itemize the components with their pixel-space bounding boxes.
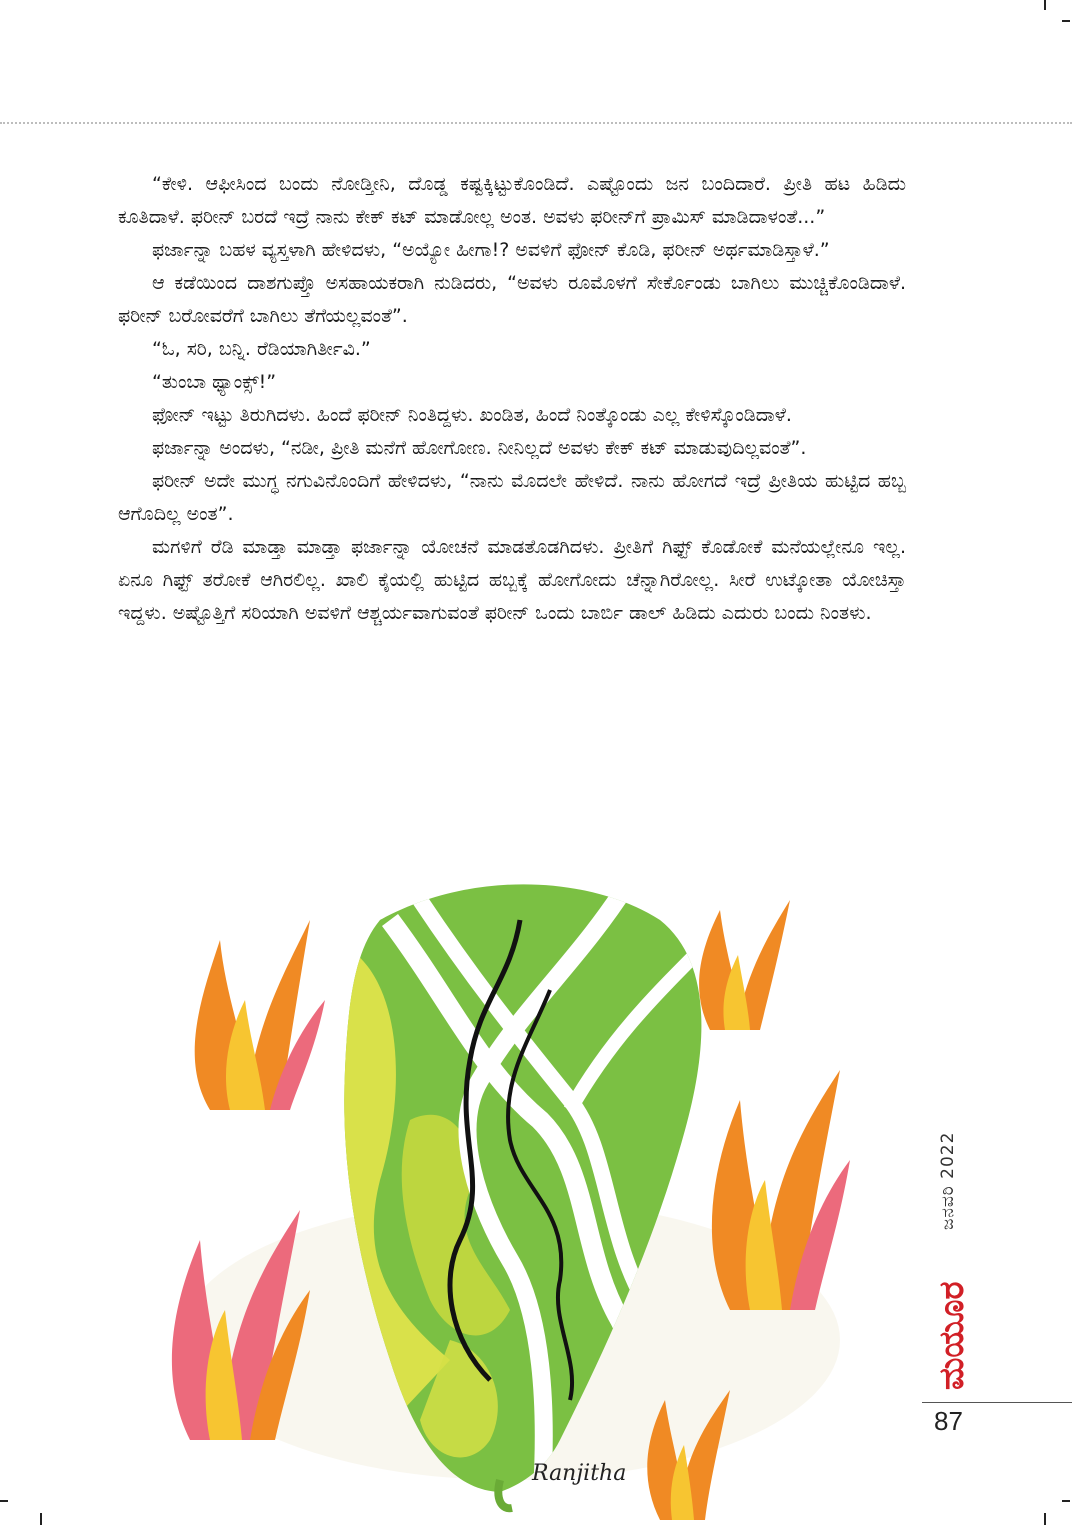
magazine-logo: ಮಯೂರ — [932, 1281, 972, 1390]
crop-mark-top — [1044, 0, 1046, 10]
issue-date: ಜನವರಿ 2022 — [938, 1131, 958, 1230]
paragraph: “ಕೇಳಿ. ಆಫೀಸಿಂದ ಬಂದು ನೋಡ್ತೀನಿ, ದೊಡ್ಡ ಕಷ್ಟಕ್ಕಿಟ್ಟುಕೊಂಡಿದೆ. ಎಷ್ಟೊಂದು ಜನ ಬಂದಿದಾರೆ. ಪ್ರೀತಿ ಹಟ ಹಿಡಿದು ಕೂತಿದಾಳೆ. ಫರೀನ್ ಬರದೆ ಇದ್ರೆ ನಾನು ಕೇಕ್ ಕಟ್ ಮಾಡೋಲ್ಲ ಅಂತ. ಅವಳು ಫರೀನ್‌ಗೆ ಪ್ರಾಮಿಸ್ ಮಾಡಿದಾಳಂತೆ...” — [118, 173, 906, 228]
paragraph: “ತುಂಬಾ ಥ್ಯಾಂಕ್ಸ್!” — [152, 371, 277, 393]
illustration — [150, 880, 910, 1520]
article-body — [118, 168, 906, 630]
crop-mark-top-right — [1062, 20, 1070, 22]
paragraph: ಫೋನ್ ಇಟ್ಟು ತಿರುಗಿದಳು. ಹಿಂದೆ ಫರೀನ್ ನಿಂತಿದ್ದಳು. ಖಂಡಿತ, ಹಿಂದೆ ನಿಂತ್ಕೊಂಡು ಎಲ್ಲ ಕೇಳಿಸ್ಕೊಂಡಿದಾಳೆ. — [152, 404, 792, 426]
artist-signature: Ranjitha — [532, 1461, 627, 1486]
page-number-rule — [922, 1402, 1072, 1403]
paragraph: “ಓ, ಸರಿ, ಬನ್ನಿ. ರೆಡಿಯಾಗಿರ್ತೀವಿ.” — [152, 338, 371, 360]
paragraph: ಫರೀನ್ ಅದೇ ಮುಗ್ಧ ನಗುವಿನೊಂದಿಗೆ ಹೇಳಿದಳು, “ನಾನು ಮೊದಲೇ ಹೇಳಿದೆ. ನಾನು ಹೋಗದೆ ಇದ್ರೆ ಪ್ರೀತಿಯ ಹುಟ್ಟಿದ ಹಬ್ಬ ಆಗೊದಿಲ್ಲ ಅಂತ”. — [118, 470, 906, 525]
crop-mark-bottom-left — [0, 1500, 8, 1502]
paragraph: ಮಗಳಿಗೆ ರೆಡಿ ಮಾಡ್ತಾ ಮಾಡ್ತಾ ಫರ್ಜಾನ್ನಾ ಯೋಚನೆ ಮಾಡತೊಡಗಿದಳು. ಪ್ರೀತಿಗೆ ಗಿಫ್ಟ್ ಕೊಡೋಕೆ ಮನೆಯಲ್ಲೇನೂ ಇಲ್ಲ. ಏನೂ ಗಿಫ್ಟ್ ತರೋಕೆ ಆಗಿರಲಿಲ್ಲ. ಖಾಲಿ ಕೈಯಲ್ಲಿ ಹುಟ್ಟಿದ ಹಬ್ಬಕ್ಕೆ ಹೋಗೋದು ಚೆನ್ನಾಗಿರೋಲ್ಲ. ಸೀರೆ ಉಟ್ಕೋತಾ ಯೋಚಿಸ್ತಾ ಇದ್ದಳು. ಅಷ್ಟೊತ್ತಿಗೆ ಸರಿಯಾಗಿ ಅವಳಿಗೆ ಆಶ್ಚರ್ಯವಾಗುವಂತೆ ಫರೀನ್ ಒಂದು ಬಾರ್ಬಿ ಡಾಲ್ ಹಿಡಿದು ಎದುರು ಬಂದು ನಿಂತಳು. — [118, 536, 906, 624]
crop-mark-bottom — [40, 1513, 42, 1525]
magazine-sidebar — [926, 1100, 986, 1400]
flame-right — [712, 1070, 850, 1310]
page-number: 87 — [934, 1406, 963, 1436]
header-divider — [0, 122, 1072, 124]
paragraph: ಫರ್ಜಾನ್ನಾ ಬಹಳ ವ್ಯಸ್ತಳಾಗಿ ಹೇಳಿದಳು, “ಅಯ್ಯೋ ಹೀಗಾ!? ಅವಳಿಗೆ ಫೋನ್ ಕೊಡಿ, ಫರೀನ್ ಅರ್ಥಮಾಡಿಸ್ತಾಳೆ.” — [152, 239, 830, 261]
flame-top-left — [195, 920, 325, 1110]
paragraph: ಆ ಕಡೆಯಿಂದ ದಾಶಗುಪ್ತೊ ಅಸಹಾಯಕರಾಗಿ ನುಡಿದರು, “ಅವಳು ರೂಮೊಳಗೆ ಸೇರ್ಕೊಂಡು ಬಾಗಿಲು ಮುಚ್ಚಿಕೊಂಡಿದಾಳೆ. ಫರೀನ್ ಬರೋವರೆಗೆ ಬಾಗಿಲು ತೆಗೆಯಲ್ಲವಂತೆ”. — [118, 272, 906, 327]
crop-mark-bottom-right — [1062, 1500, 1070, 1502]
crop-mark-bottom-right-v — [1044, 1513, 1046, 1525]
flame-top-right — [699, 900, 790, 1030]
paragraph: ಫರ್ಜಾನ್ನಾ ಅಂದಳು, “ನಡೀ, ಪ್ರೀತಿ ಮನೆಗೆ ಹೋಗೋಣ. ನೀನಿಲ್ಲದೆ ಅವಳು ಕೇಕ್ ಕಟ್ ಮಾಡುವುದಿಲ್ಲವಂತೆ”. — [152, 437, 807, 459]
